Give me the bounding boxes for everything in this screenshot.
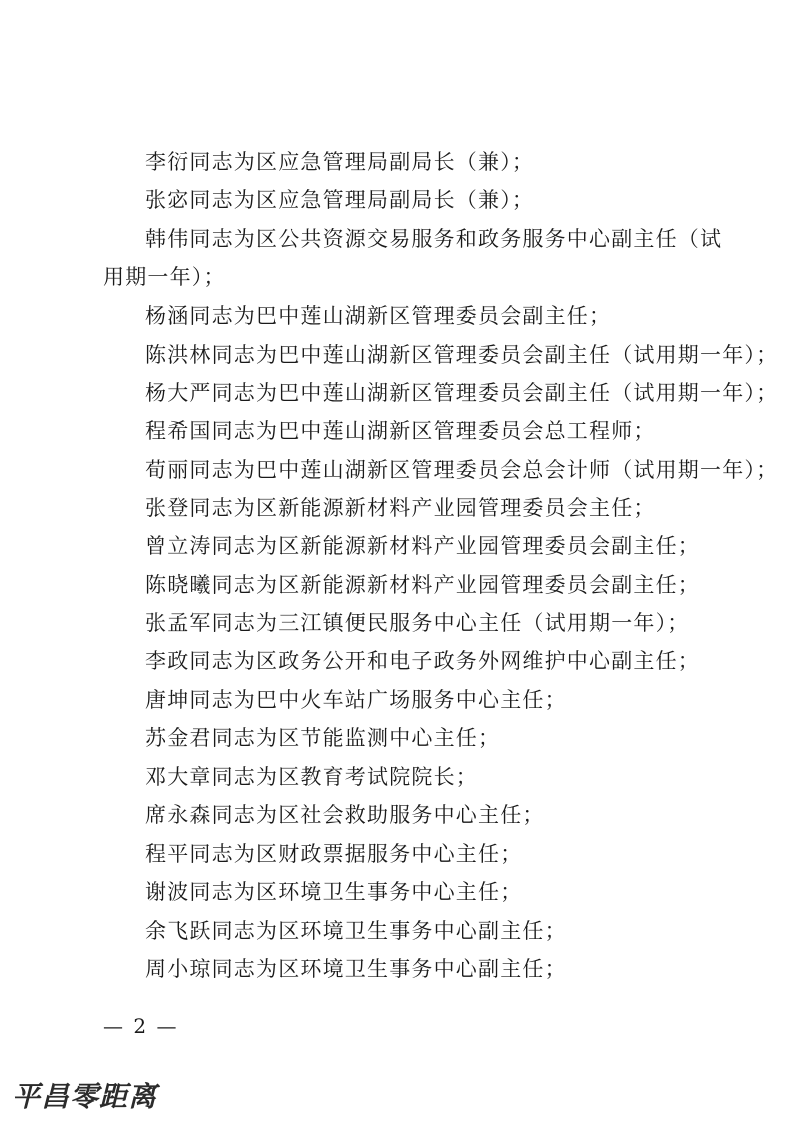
appointment-line: 陈洪林同志为巴中莲山湖新区管理委员会副主任（试用期一年）；	[145, 343, 779, 367]
appointment-line: 余飞跃同志为区环境卫生事务中心副主任；	[145, 919, 567, 943]
appointment-line: 唐坤同志为巴中火车站广场服务中心主任；	[145, 688, 567, 712]
appointment-line: 李政同志为区政务公开和电子政务外网维护中心副主任；	[145, 649, 700, 673]
appointment-line: 曾立涛同志为区新能源新材料产业园管理委员会副主任；	[145, 534, 700, 558]
appointment-line: 荀丽同志为巴中莲山湖新区管理委员会总会计师（试用期一年）；	[145, 458, 779, 482]
appointment-line: 苏金君同志为区节能监测中心主任；	[145, 726, 501, 750]
appointment-line: 邓大章同志为区教育考试院院长；	[145, 765, 478, 789]
appointment-line: 张登同志为区新能源新材料产业园管理委员会主任；	[145, 496, 656, 520]
appointment-line: 谢波同志为区环境卫生事务中心主任；	[145, 880, 523, 904]
appointment-line: 杨涵同志为巴中莲山湖新区管理委员会副主任；	[145, 304, 612, 328]
appointment-line-continuation: 用期一年）；	[103, 265, 226, 289]
appointment-line: 韩伟同志为区公共资源交易服务和政务服务中心副主任（试	[145, 227, 723, 251]
watermark-logo: 平昌零距离	[12, 1080, 158, 1113]
appointment-line: 席永森同志为区社会救助服务中心主任；	[145, 803, 545, 827]
appointment-line: 程平同志为区财政票据服务中心主任；	[145, 842, 523, 866]
appointment-line: 陈晓曦同志为区新能源新材料产业园管理委员会副主任；	[145, 573, 700, 597]
appointment-line: 杨大严同志为巴中莲山湖新区管理委员会副主任（试用期一年）；	[145, 381, 779, 405]
page-number: — 2 —	[103, 1014, 179, 1038]
appointment-line: 张宓同志为区应急管理局副局长（兼）；	[145, 188, 535, 212]
appointment-line: 周小琼同志为区环境卫生事务中心副主任；	[145, 957, 567, 981]
appointment-line: 张孟军同志为三江镇便民服务中心主任（试用期一年）；	[145, 611, 690, 635]
appointment-line: 程希国同志为巴中莲山湖新区管理委员会总工程师；	[145, 419, 656, 443]
appointment-line: 李衍同志为区应急管理局副局长（兼）；	[145, 150, 535, 174]
